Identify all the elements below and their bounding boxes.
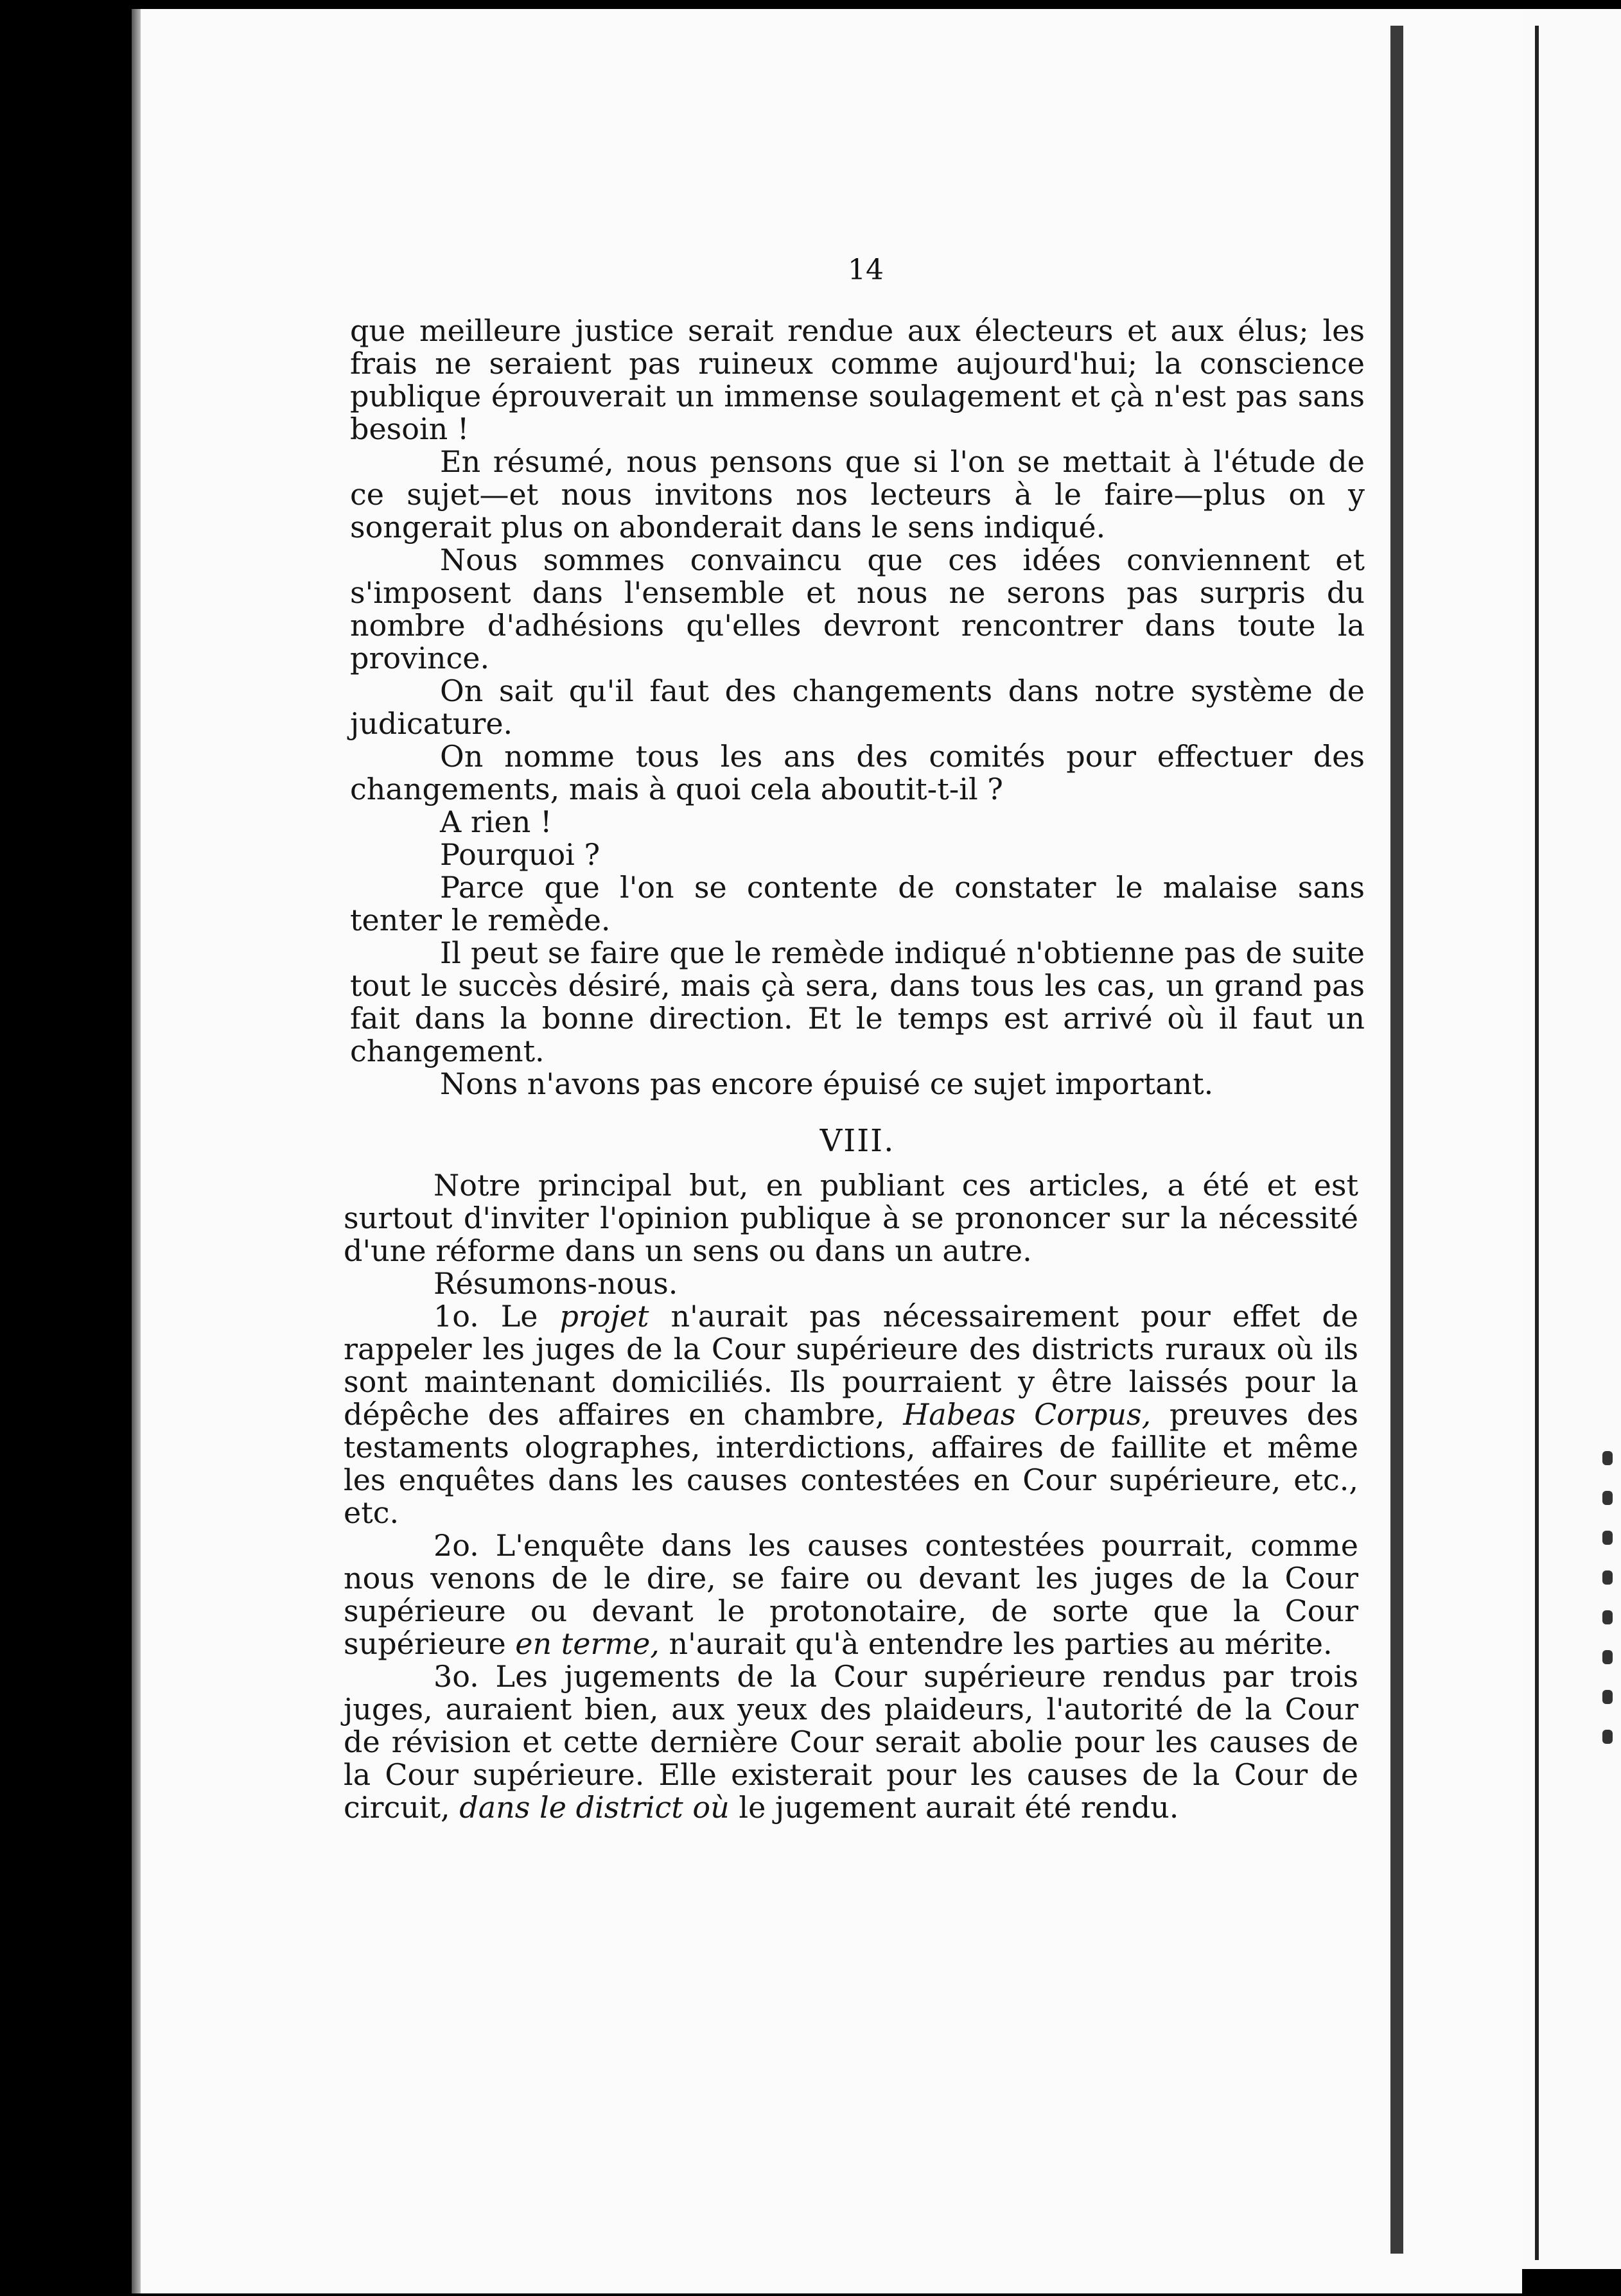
- paragraph: On sait qu'il faut des changements dans notre système de judicature.: [350, 674, 1365, 741]
- paragraph-item-2: [344, 1529, 1358, 1660]
- paragraph: Nons n'avons pas encore épuisé ce sujet important.: [440, 1066, 1214, 1101]
- paragraph: Pourquoi ?: [440, 837, 600, 872]
- paragraph: A rien !: [440, 804, 552, 839]
- text-run: 1o. Le: [434, 1299, 560, 1334]
- page-shadow-edge: [132, 9, 141, 2293]
- section-heading: VIII.: [819, 1123, 895, 1159]
- paragraph: Parce que l'on se contente de constater le malaise sans tenter le remède.: [350, 870, 1365, 937]
- text-run: 3o. Les jugements de la Cour supérieure rendus par trois juges, auraient bien, aux yeux des plaideurs, l'autorité de la Cour de révision et cette dernière Cour serait abolie pour les causes de la Cour supérieure. Elle existerait pour les causes de la Cour de circuit,: [344, 1659, 1358, 1825]
- text-run: 2o. L'enquête dans les causes contestées pourrait, comme nous venons de le dire, se faire ou devant les juges de la Cour supérieure ou devant le protonotaire, de sorte que la Cour supérieure: [344, 1528, 1358, 1661]
- italic-text: dans le district où: [459, 1790, 730, 1825]
- paragraph-item-1: [344, 1300, 1358, 1529]
- italic-text: Habeas Corpus,: [903, 1397, 1152, 1432]
- page-number: 14: [848, 254, 884, 286]
- paragraph: que meilleure justice serait rendue aux électeurs et aux élus; les frais ne seraient pas ruineux comme aujourd'hui; la conscience publique éprouverait un immense soulagement et çà n'est pas sans besoin !: [350, 313, 1365, 446]
- paragraph: Nous sommes convaincu que ces idées conviennent et s'imposent dans l'ensemble et nous ne serons pas surpris du nombre d'adhésions qu'elles devront rencontrer dans toute la province.: [350, 543, 1365, 675]
- paragraph: Notre principal but, en publiant ces articles, a été et est surtout d'inviter l'opinion publique à se prononcer sur la nécessité d'une réforme dans un sens ou dans un autre.: [344, 1168, 1358, 1268]
- paragraph: Résumons-nous.: [434, 1266, 678, 1301]
- paragraph: On nomme tous les ans des comités pour effectuer des changements, mais à quoi cela aboutit-t-il ?: [350, 739, 1365, 806]
- adjacent-page-edge: [1535, 26, 1539, 2260]
- text-run: le jugement aurait été rendu.: [729, 1790, 1179, 1825]
- italic-text: en terme,: [515, 1626, 660, 1661]
- text-run: n'aurait qu'à entendre les parties au mérite.: [659, 1626, 1333, 1661]
- paragraph-item-3: [344, 1660, 1358, 1824]
- adjacent-page-marks: [1602, 1451, 1615, 2029]
- text-run: n'aurait pas nécessairement pour effet de rappeler les juges de la Cour supérieure des districts ruraux où ils sont maintenant domiciliés. Ils pourraient y être laissés pour la dépêche des affaires en chambre,: [344, 1299, 1358, 1432]
- section-body: [344, 1169, 1358, 1824]
- italic-text: projet: [559, 1299, 649, 1334]
- article-body: [344, 313, 1365, 1825]
- paragraph: Il peut se faire que le remède indiqué n'obtienne pas de suite tout le succès désiré, mais çà sera, dans tous les cas, un grand pas fait dans la bonne direction. Et le temps est arrivé où il faut un changement.: [350, 935, 1365, 1068]
- binding-fold-line: [1390, 26, 1403, 2254]
- text-run: preuves des testaments olographes, interdictions, affaires de faillite et même les enquêtes dans les causes contestées en Cour supérieure, etc., etc.: [344, 1397, 1358, 1530]
- paragraph: En résumé, nous pensons que si l'on se mettait à l'étude de ce sujet—et nous invitons nos lecteurs à le faire—plus on y songerait plus on abonderait dans le sens indiqué.: [350, 444, 1365, 544]
